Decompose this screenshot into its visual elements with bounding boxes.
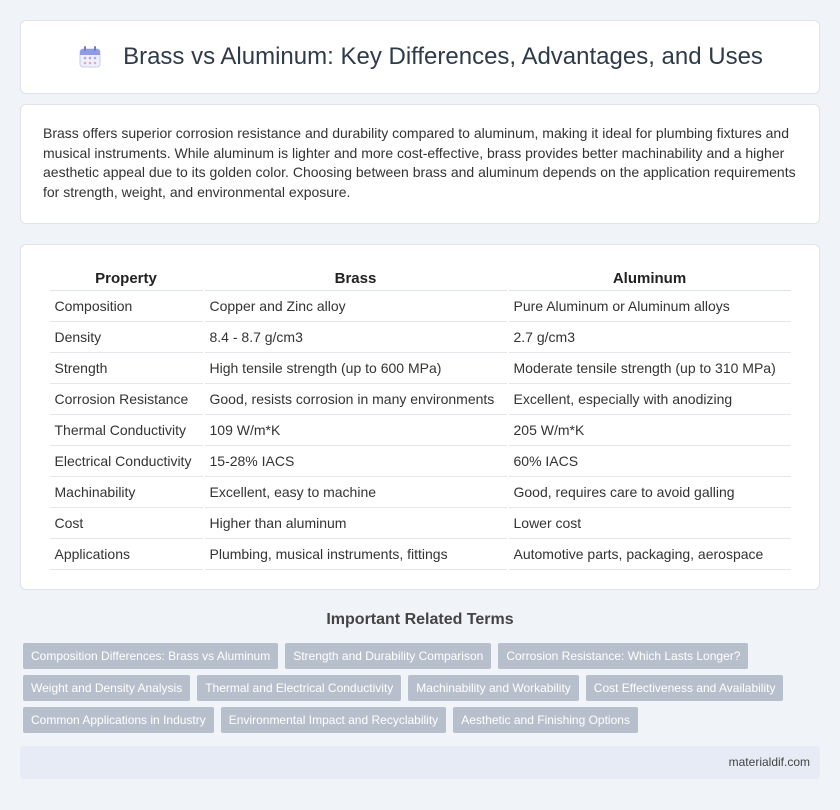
cell-aluminum: Automotive parts, packaging, aerospace	[509, 539, 791, 570]
intro-paragraph: Brass offers superior corrosion resistance and durability compared to aluminum, making it ideal for plumbing fixtures and musical instruments. While aluminum is lighter and more cost-effective, brass provides better machinability and a higher aesthetic appeal due to its golden color. Choosing between brass and aluminum depends on the application requirements for strength, weight, and environmental exposure.	[43, 125, 796, 200]
cell-property: Applications	[50, 539, 203, 570]
comparison-table-card	[20, 244, 820, 590]
tag-weight-density[interactable]: Weight and Density Analysis	[23, 675, 190, 701]
cell-aluminum: Moderate tensile strength (up to 310 MPa)	[509, 353, 791, 384]
cell-property: Corrosion Resistance	[50, 384, 203, 415]
cell-property: Density	[50, 322, 203, 353]
cell-brass: 109 W/m*K	[205, 415, 507, 446]
cell-aluminum: Good, requires care to avoid galling	[509, 477, 791, 508]
table-row	[50, 384, 791, 415]
related-terms-tags	[23, 643, 813, 733]
calendar-icon	[77, 44, 103, 70]
footer-site-name: materialdif.com	[728, 755, 810, 769]
table-row	[50, 477, 791, 508]
header	[21, 21, 819, 93]
table-row	[50, 322, 791, 353]
page-title: Brass vs Aluminum: Key Differences, Advantages, and Uses	[123, 43, 763, 70]
column-header-aluminum: Aluminum	[509, 267, 791, 291]
cell-brass: 15-28% IACS	[205, 446, 507, 477]
table-row	[50, 446, 791, 477]
cell-property: Strength	[50, 353, 203, 384]
cell-brass: Higher than aluminum	[205, 508, 507, 539]
cell-aluminum: Pure Aluminum or Aluminum alloys	[509, 291, 791, 322]
cell-brass: High tensile strength (up to 600 MPa)	[205, 353, 507, 384]
table-header-row	[50, 267, 791, 291]
tag-cost-effectiveness[interactable]: Cost Effectiveness and Availability	[586, 675, 784, 701]
cell-brass: 8.4 - 8.7 g/cm3	[205, 322, 507, 353]
header-card	[20, 20, 820, 94]
cell-property: Composition	[50, 291, 203, 322]
comparison-table	[48, 267, 793, 570]
cell-brass: Copper and Zinc alloy	[205, 291, 507, 322]
table-row	[50, 415, 791, 446]
cell-property: Thermal Conductivity	[50, 415, 203, 446]
tag-aesthetic-finishing[interactable]: Aesthetic and Finishing Options	[453, 707, 638, 733]
column-header-property: Property	[50, 267, 203, 291]
cell-aluminum: Lower cost	[509, 508, 791, 539]
tag-strength-durability[interactable]: Strength and Durability Comparison	[285, 643, 491, 669]
cell-brass: Plumbing, musical instruments, fittings	[205, 539, 507, 570]
related-terms-title: Important Related Terms	[326, 611, 514, 628]
tag-common-applications[interactable]: Common Applications in Industry	[23, 707, 214, 733]
cell-aluminum: 60% IACS	[509, 446, 791, 477]
cell-property: Cost	[50, 508, 203, 539]
cell-aluminum: 205 W/m*K	[509, 415, 791, 446]
tag-composition-differences[interactable]: Composition Differences: Brass vs Aluminum	[23, 643, 278, 669]
table-row	[50, 508, 791, 539]
footer	[20, 746, 820, 779]
cell-property: Electrical Conductivity	[50, 446, 203, 477]
tag-corrosion-resistance[interactable]: Corrosion Resistance: Which Lasts Longer?	[498, 643, 748, 669]
intro-card	[20, 104, 820, 224]
table-row	[50, 353, 791, 384]
cell-aluminum: Excellent, especially with anodizing	[509, 384, 791, 415]
column-header-brass: Brass	[205, 267, 507, 291]
tag-thermal-electrical[interactable]: Thermal and Electrical Conductivity	[197, 675, 401, 701]
tag-environmental-impact[interactable]: Environmental Impact and Recyclability	[221, 707, 446, 733]
cell-aluminum: 2.7 g/cm3	[509, 322, 791, 353]
tag-machinability[interactable]: Machinability and Workability	[408, 675, 579, 701]
cell-brass: Excellent, easy to machine	[205, 477, 507, 508]
table-row	[50, 539, 791, 570]
cell-property: Machinability	[50, 477, 203, 508]
table-row	[50, 291, 791, 322]
cell-brass: Good, resists corrosion in many environments	[205, 384, 507, 415]
